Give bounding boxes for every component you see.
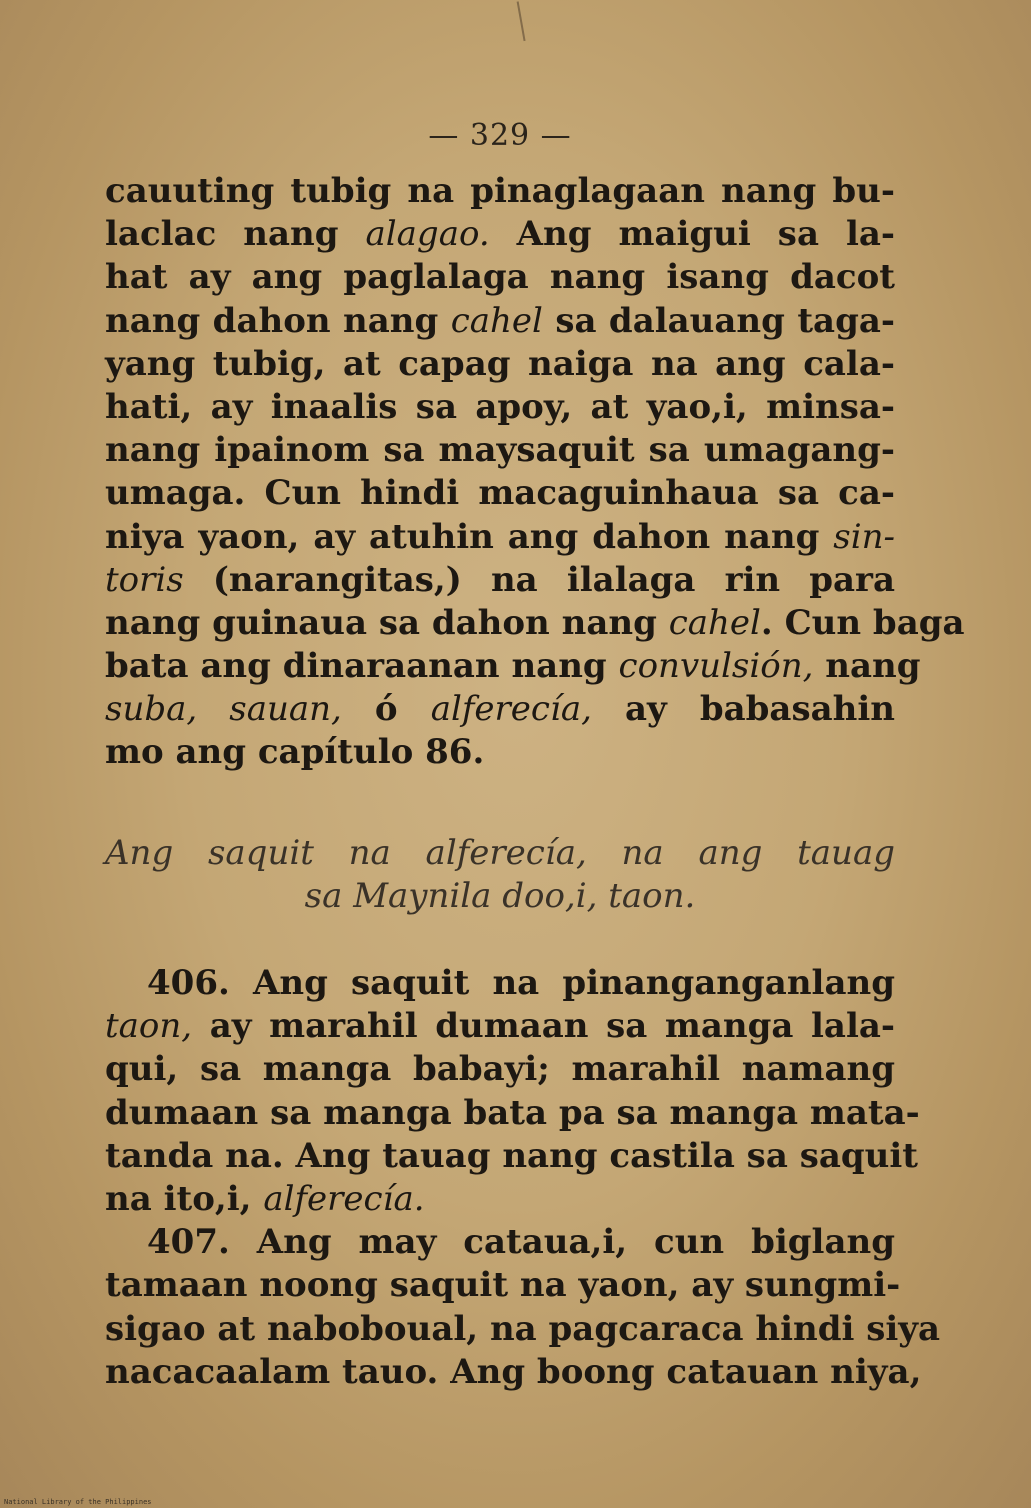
heading-line: sa Maynila doo,i, taon. bbox=[304, 876, 696, 917]
text-line: cauuting tubig na pinaglagaan nang bu- bbox=[105, 171, 895, 211]
italic-term: alagao. bbox=[365, 214, 490, 255]
text-line: nang dahon nang cahel sa dalauang taga- bbox=[105, 300, 895, 341]
text-line: bata ang dinaraanan nang convulsión, nang bbox=[105, 646, 921, 687]
text-line: 407. Ang may cataua,i, cun biglang bbox=[147, 1222, 895, 1263]
text-line: mo ang capítulo 86. bbox=[105, 732, 485, 773]
paper-crease-mark bbox=[517, 0, 540, 41]
body-paragraph-continued bbox=[105, 170, 965, 775]
text-line: nang guinaua sa dahon nang cahel. Cun baga bbox=[105, 602, 965, 643]
text-line: niya yaon, ay atuhin ang dahon nang sin- bbox=[105, 516, 895, 557]
italic-term: suba, sauan, bbox=[105, 689, 342, 730]
text-line: toris (narangitas,) na ilalaga rin para bbox=[105, 559, 895, 600]
italic-term: convulsión, bbox=[618, 646, 814, 687]
section-heading bbox=[105, 832, 895, 918]
italic-term: taon, bbox=[105, 1006, 193, 1047]
italic-term: sin- bbox=[833, 516, 895, 557]
text-line: tanda na. Ang tauag nang castila sa saquit bbox=[105, 1135, 918, 1176]
text-line: nacacaalam tauo. Ang boong catauan niya, bbox=[105, 1351, 922, 1392]
text-line: 406. Ang saquit na pinanganganlang bbox=[147, 963, 895, 1003]
text-line: qui, sa manga babayi; marahil namang bbox=[105, 1049, 895, 1090]
text-line: sigao at naboboual, na pagcaraca hindi siya bbox=[105, 1308, 941, 1349]
text-line: dumaan sa manga bata pa sa manga mata- bbox=[105, 1092, 920, 1133]
library-watermark-text: National Library of the Philippines bbox=[4, 1498, 152, 1506]
italic-term: toris bbox=[105, 559, 184, 600]
italic-term: cahel bbox=[450, 300, 543, 341]
italic-term: alferecía. bbox=[263, 1178, 425, 1219]
text-line: tamaan noong saquit na yaon, ay sungmi- bbox=[105, 1265, 901, 1306]
page-number: — 329 — bbox=[428, 118, 572, 153]
body-paragraphs bbox=[105, 962, 941, 1394]
text-line: suba, sauan, ó alferecía, ay babasahin bbox=[105, 689, 895, 730]
text-line: nang ipainom sa maysaquit sa umagang- bbox=[105, 430, 895, 471]
text-line: na ito,i, alferecía. bbox=[105, 1178, 425, 1219]
italic-term: alferecía, bbox=[430, 689, 592, 730]
text-line: taon, ay marahil dumaan sa manga lala- bbox=[105, 1006, 895, 1047]
text-line: laclac nang alagao. Ang maigui sa la- bbox=[105, 214, 896, 255]
text-line: hat ay ang paglalaga nang isang dacot bbox=[105, 257, 895, 298]
italic-term: cahel bbox=[668, 602, 761, 643]
text-line: umaga. Cun hindi macaguinhaua sa ca- bbox=[105, 473, 895, 514]
text-line: yang tubig, at capag naiga na ang cala- bbox=[105, 343, 895, 384]
heading-line: Ang saquit na alferecía, na ang tauag bbox=[105, 833, 895, 873]
text-line: hati, ay inaalis sa apoy, at yao,i, minsa- bbox=[105, 386, 895, 427]
